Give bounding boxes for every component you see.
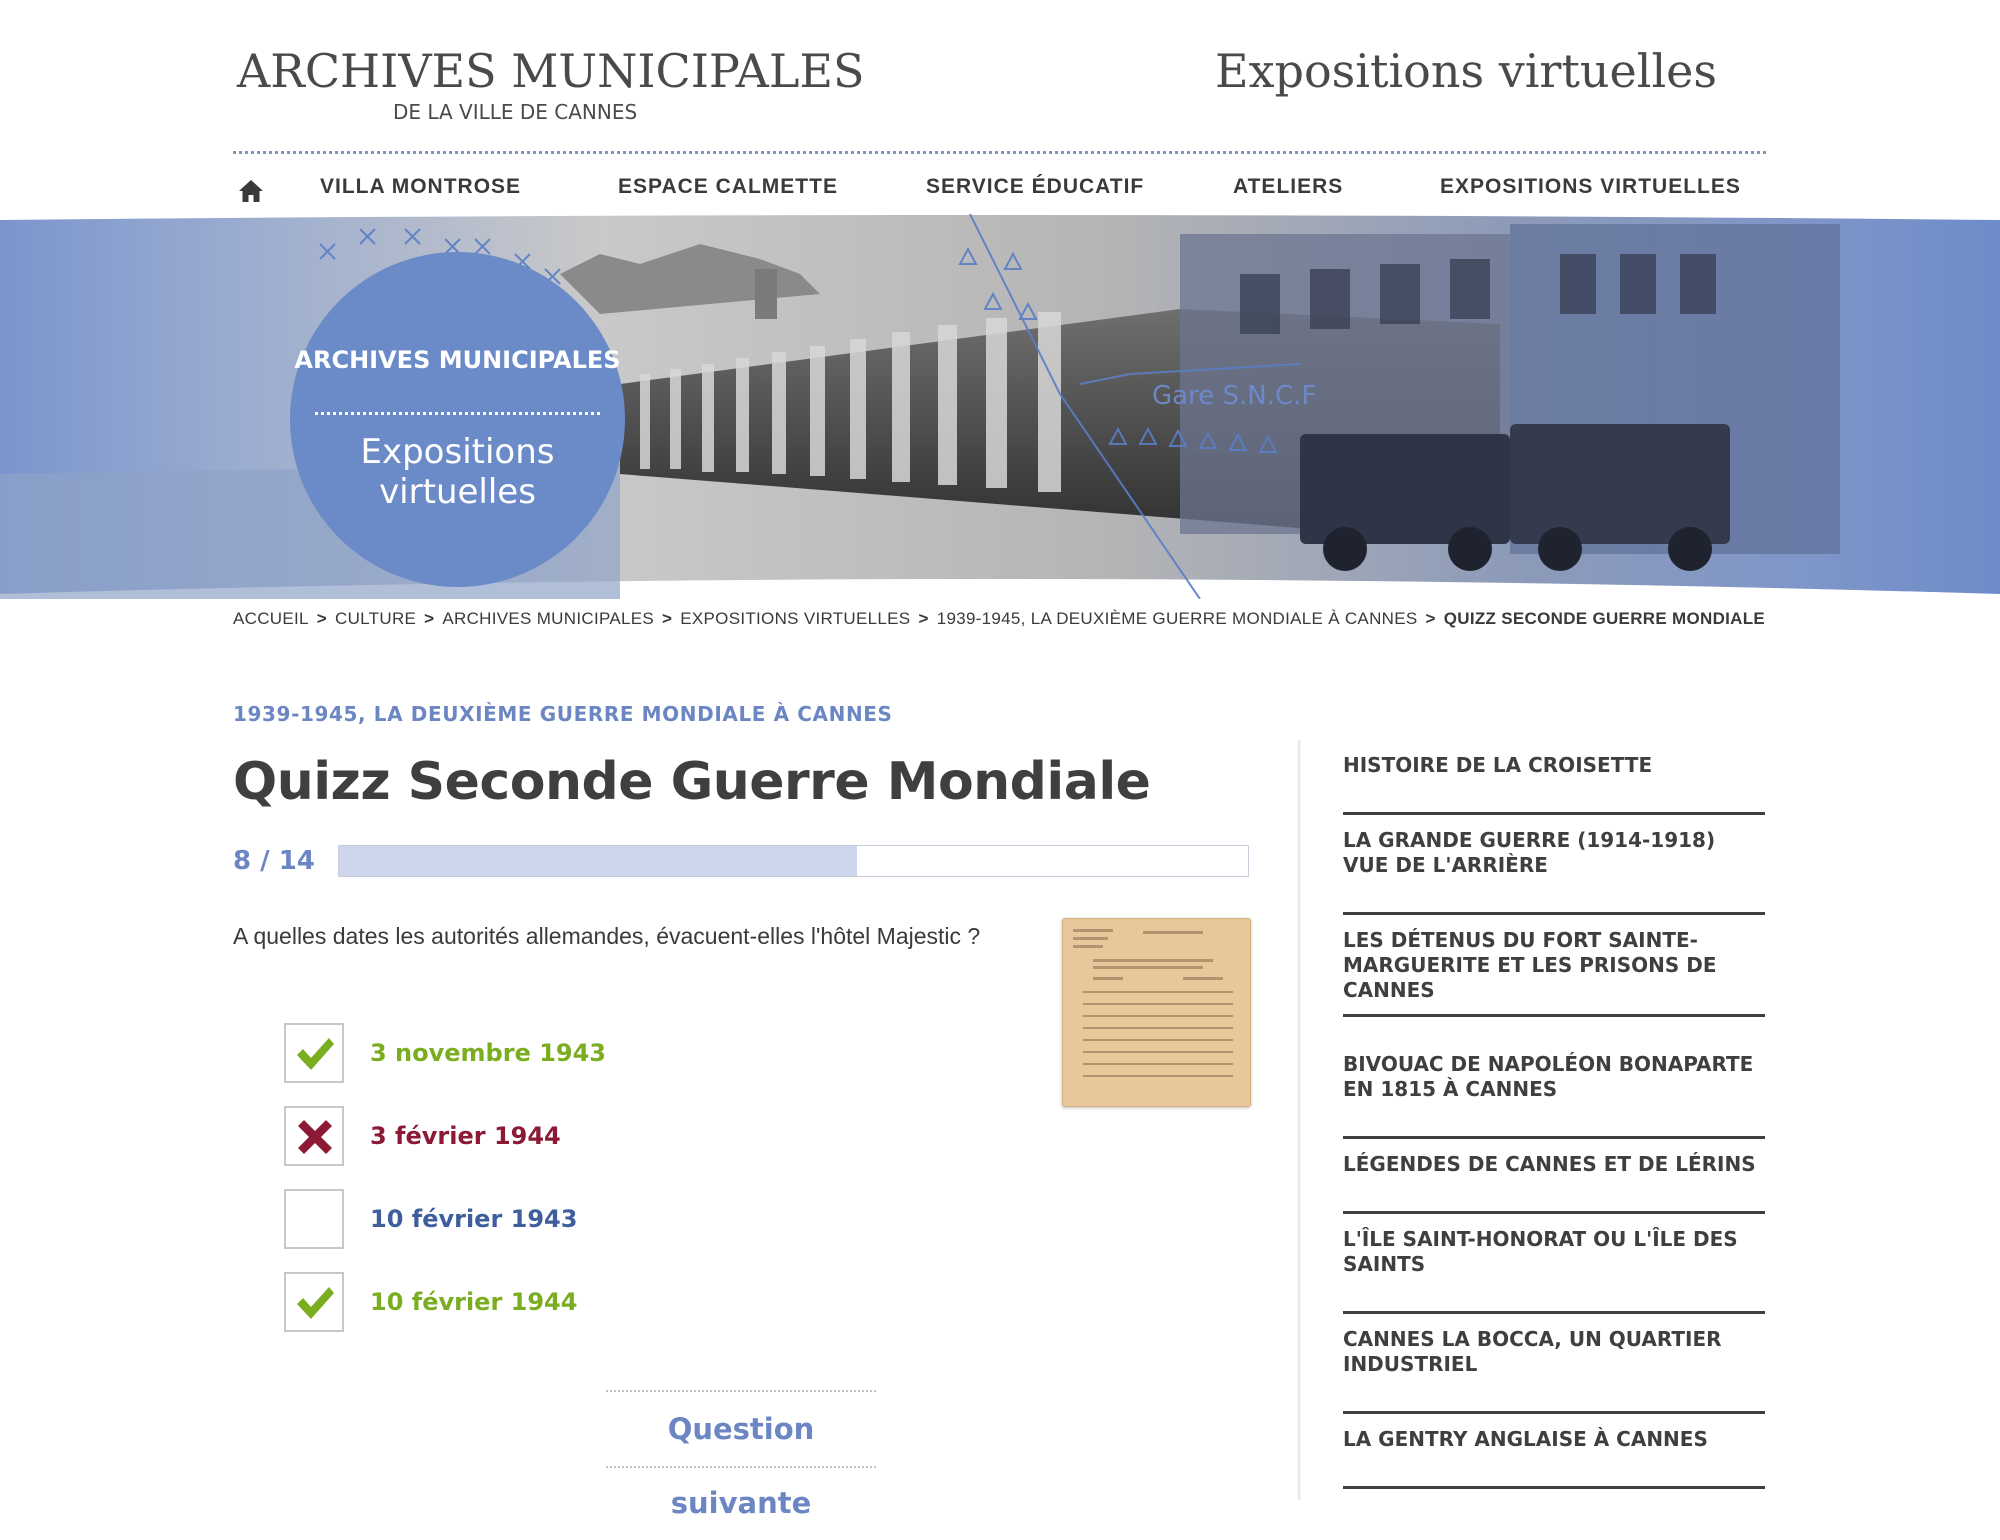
sidebar-item-detenus[interactable]: [1343, 928, 1765, 1003]
sidebar-item-label: LES DÉTENUS DU FORT SAINTE-MARGUERITE ET LES PRISONS DE CANNES: [1343, 928, 1717, 1002]
nav-item-villa-montrose[interactable]: VILLA MONTROSE: [320, 175, 522, 198]
answer-checkbox[interactable]: [284, 1272, 344, 1332]
checkmark-icon: [294, 1033, 336, 1075]
sidebar-item-bocca[interactable]: [1343, 1327, 1765, 1377]
banner-circle-divider: [315, 412, 600, 415]
banner-circle-badge: [290, 252, 625, 587]
sidebar-item-rule: [1343, 1014, 1765, 1017]
banner-circle-subtitle: Expositions virtuelles: [360, 432, 555, 512]
sidebar-item-napoleon[interactable]: [1343, 1052, 1765, 1102]
banner-photo-caption: Gare S.N.C.F: [1152, 381, 1317, 411]
archive-document-thumbnail[interactable]: [1062, 918, 1251, 1107]
site-logo-subtitle: DE LA VILLE DE CANNES: [393, 100, 638, 124]
site-logo-title[interactable]: ARCHIVES MUNICIPALES: [237, 44, 865, 98]
sidebar-item-rule: [1343, 812, 1765, 815]
quiz-progress-count: 8 / 14: [233, 846, 315, 876]
sidebar-item-legendes[interactable]: [1343, 1152, 1765, 1177]
breadcrumb-current: QUIZZ SECONDE GUERRE MONDIALE: [1443, 609, 1766, 628]
sidebar-item-grande-guerre[interactable]: [1343, 828, 1765, 878]
breadcrumb-item-expositions[interactable]: EXPOSITIONS VIRTUELLES: [680, 609, 911, 628]
sidebar-item-croisette[interactable]: [1343, 753, 1765, 778]
header-divider: [233, 151, 1766, 154]
sidebar-item-gentry[interactable]: [1343, 1427, 1765, 1452]
breadcrumb-separator: >: [316, 609, 328, 628]
breadcrumb-item-ww2[interactable]: 1939-1945, LA DEUXIÈME GUERRE MONDIALE À CANNES: [936, 609, 1418, 628]
breadcrumb-separator: >: [1425, 609, 1436, 628]
answer-option-3[interactable]: [284, 1189, 984, 1251]
cross-icon: [294, 1116, 336, 1158]
answer-label: 10 février 1943: [370, 1205, 578, 1233]
answer-option-2[interactable]: [284, 1106, 984, 1168]
answer-label: 3 février 1944: [370, 1122, 561, 1150]
sidebar-item-label: HISTOIRE DE LA CROISETTE: [1343, 753, 1653, 777]
sidebar-item-label: LÉGENDES DE CANNES ET DE LÉRINS: [1343, 1152, 1756, 1176]
sidebar-item-rule: [1343, 912, 1765, 915]
answer-label: 3 novembre 1943: [370, 1039, 607, 1067]
next-question-button[interactable]: Question suivante: [606, 1390, 876, 1468]
answer-option-4[interactable]: [284, 1272, 984, 1334]
breadcrumb-item-archives[interactable]: ARCHIVES MUNICIPALES: [442, 609, 655, 628]
breadcrumb: [233, 609, 1765, 629]
answer-checkbox[interactable]: [284, 1189, 344, 1249]
breadcrumb-separator: >: [662, 609, 673, 628]
nav-item-espace-calmette[interactable]: ESPACE CALMETTE: [618, 175, 838, 198]
sidebar-item-rule: [1343, 1211, 1765, 1214]
sidebar-item-label: LA GRANDE GUERRE (1914-1918) VUE DE L'ARRIÈRE: [1343, 828, 1716, 877]
sidebar-item-label: L'ÎLE SAINT-HONORAT OU L'ÎLE DES SAINTS: [1343, 1227, 1738, 1276]
sidebar-item-label: BIVOUAC DE NAPOLÉON BONAPARTE EN 1815 À CANNES: [1343, 1052, 1754, 1101]
section-label[interactable]: 1939-1945, LA DEUXIÈME GUERRE MONDIALE À CANNES: [233, 702, 893, 726]
quiz-question: A quelles dates les autorités allemandes, évacuent-elles l'hôtel Majestic ?: [233, 923, 981, 949]
sidebar-item-label: LA GENTRY ANGLAISE À CANNES: [1343, 1427, 1708, 1451]
home-icon[interactable]: [236, 176, 266, 206]
quiz-progress-fill: [339, 846, 857, 876]
sidebar-item-saint-honorat[interactable]: [1343, 1227, 1765, 1277]
answer-label: 10 février 1944: [370, 1288, 578, 1316]
sidebar-item-rule: [1343, 1411, 1765, 1414]
banner-circle-title: ARCHIVES MUNICIPALES: [294, 346, 621, 374]
breadcrumb-item-culture[interactable]: CULTURE: [335, 609, 417, 628]
nav-item-service-educatif[interactable]: SERVICE ÉDUCATIF: [926, 175, 1145, 198]
main-navigation: [233, 170, 1766, 212]
answer-checkbox[interactable]: [284, 1023, 344, 1083]
sidebar-item-rule: [1343, 1136, 1765, 1139]
sidebar-divider: [1298, 740, 1301, 1500]
answer-checkbox[interactable]: [284, 1106, 344, 1166]
quiz-progress-bar: [338, 845, 1249, 877]
sidebar-item-label: CANNES LA BOCCA, UN QUARTIER INDUSTRIEL: [1343, 1327, 1722, 1376]
sidebar-item-rule: [1343, 1311, 1765, 1314]
breadcrumb-separator: >: [918, 609, 929, 628]
nav-item-ateliers[interactable]: ATELIERS: [1233, 175, 1344, 198]
page-title: Quizz Seconde Guerre Mondiale: [233, 752, 1151, 812]
answer-option-1[interactable]: [284, 1023, 984, 1085]
nav-item-expositions-virtuelles[interactable]: EXPOSITIONS VIRTUELLES: [1440, 175, 1741, 198]
sidebar-item-rule: [1343, 1486, 1765, 1489]
breadcrumb-item-accueil[interactable]: ACCUEIL: [233, 609, 309, 628]
breadcrumb-separator: >: [424, 609, 435, 628]
checkmark-icon: [294, 1282, 336, 1324]
section-title-header: Expositions virtuelles: [1214, 44, 1717, 98]
